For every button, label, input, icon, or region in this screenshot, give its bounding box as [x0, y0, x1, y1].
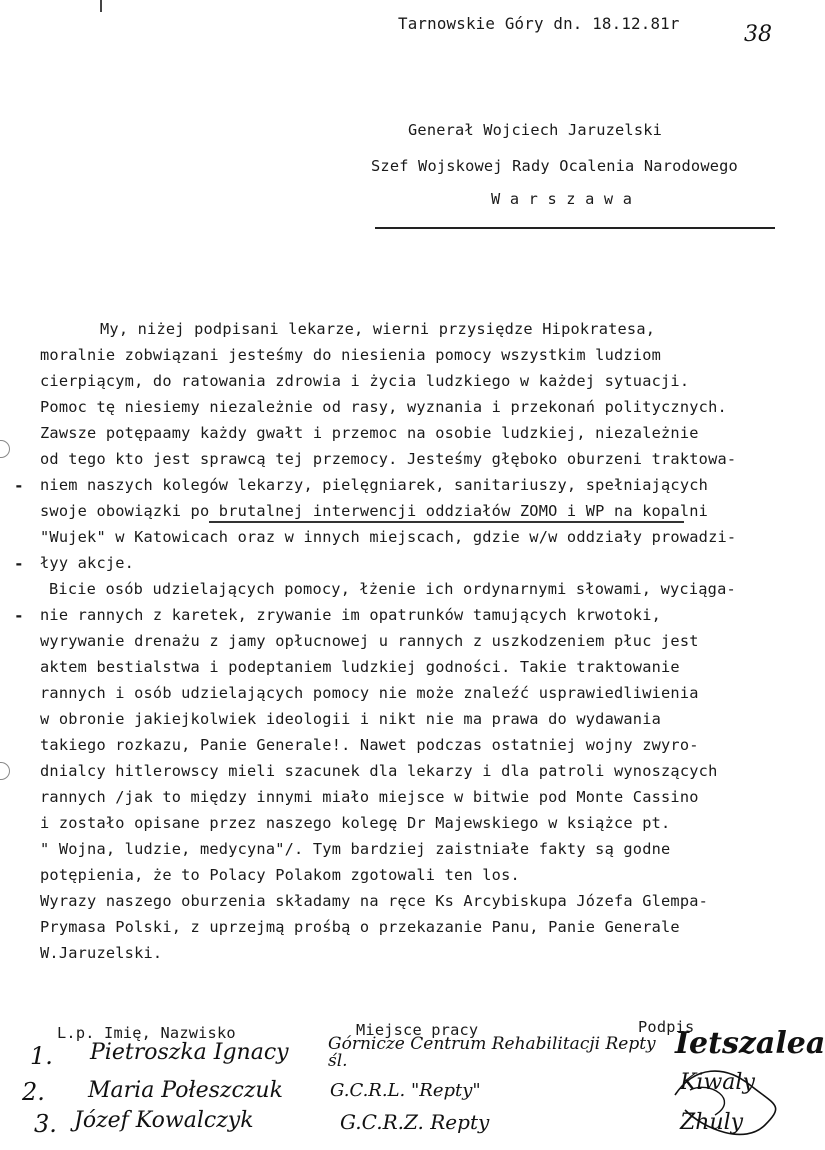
margin-mark: -: [14, 606, 24, 625]
signatory-name: Maria Połeszczuk: [88, 1078, 283, 1103]
place-and-date: Tarnowskie Góry dn. 18.12.81r: [398, 14, 680, 33]
margin-mark: -: [14, 476, 24, 495]
top-edge-mark: [100, 0, 102, 12]
body-line: i zostało opisane przez naszego kolegę Dr Majewskiego w książce pt.: [40, 814, 671, 832]
body-line: rannych i osób udzielających pomocy nie może znaleźć usprawiedliwienia: [40, 684, 699, 702]
addressee-title: Szef Wojskowej Rady Ocalenia Narodowego: [371, 157, 738, 175]
page-number: 38: [744, 22, 772, 47]
signatory-signature: Ietszalea: [675, 1026, 825, 1061]
signatory-signature: Kiwaly: [680, 1070, 755, 1095]
body-line: łyy akcje.: [40, 554, 135, 572]
body-line: moralnie zobwiązani jesteśmy do niesienia pomocy wszystkim ludziom: [40, 346, 662, 364]
body-line: Pomoc tę niesiemy niezależnie od rasy, wyznania i przekonań politycznych.: [40, 398, 727, 416]
signatory-number: 3.: [34, 1110, 57, 1138]
body-line: cierpiącym, do ratowania zdrowia i życia ludzkiego w każdej sytuacji.: [40, 372, 690, 390]
body-line: nie rannych z karetek, zrywanie im opatrunków tamujących krwotoki,: [40, 606, 662, 624]
body-line: My, niżej podpisani lekarze, wierni przysiędze Hipokratesa,: [100, 320, 656, 338]
body-line: od tego kto jest sprawcą tej przemocy. Jesteśmy głęboko oburzeni traktowa-: [40, 450, 737, 468]
addressee-city: W a r s z a w a: [491, 190, 633, 208]
signatory-name: Pietroszka Ignacy: [90, 1040, 289, 1065]
body-line: takiego rozkazu, Panie Generale!. Nawet podczas ostatniej wojny zwyro-: [40, 736, 699, 754]
body-line: niem naszych kolegów lekarzy, pielęgniarek, sanitariuszy, spełniających: [40, 476, 709, 494]
signatory-number: 1.: [30, 1042, 53, 1070]
body-line: " Wojna, ludzie, medycyna"/. Tym bardziej zaistniałe fakty są godne: [40, 840, 671, 858]
header-lp-name: L.p. Imię, Nazwisko: [57, 1024, 236, 1042]
punch-hole: [0, 762, 10, 780]
signatory-workplace: Górnicze Centrum Rehabilitacji Repty śl.: [328, 1034, 656, 1071]
signature-scribbles: [655, 1055, 805, 1150]
margin-mark: -: [14, 554, 24, 573]
handwritten-underline: [209, 521, 684, 523]
body-line: rannych /jak to między innymi miało miejsce w bitwie pod Monte Cassino: [40, 788, 699, 806]
body-line: "Wujek" w Katowicach oraz w innych miejscach, gdzie w/w oddziały prowadzi-: [40, 528, 737, 546]
body-line: swoje obowiązki po brutalnej interwencji oddziałów ZOMO i WP na kopalni: [40, 502, 709, 520]
body-line: potępienia, że to Polacy Polakom zgotowali ten los.: [40, 866, 520, 884]
body-line: wyrywanie drenażu z jamy opłucnowej u rannych z uszkodzeniem płuc jest: [40, 632, 699, 650]
signatory-number: 2.: [22, 1078, 45, 1106]
body-line: aktem bestialstwa i podeptaniem ludzkiej godności. Takie traktowanie: [40, 658, 680, 676]
signatory-name: Józef Kowalczyk: [74, 1108, 254, 1133]
addressee-name: Generał Wojciech Jaruzelski: [408, 121, 663, 139]
header-workplace: Miejsce pracy: [356, 1021, 479, 1039]
signatory-workplace: G.C.R.Z. Repty: [340, 1110, 490, 1134]
body-line: Prymasa Polski, z uprzejmą prośbą o przekazanie Panu, Panie Generale: [40, 918, 680, 936]
address-rule: [375, 227, 775, 229]
signatory-workplace: G.C.R.L. "Repty": [330, 1080, 481, 1101]
body-line: W.Jaruzelski.: [40, 944, 163, 962]
body-line: dnialcy hitlerowscy mieli szacunek dla lekarzy i dla patroli wynoszących: [40, 762, 718, 780]
body-line: Wyrazy naszego oburzenia składamy na ręce Ks Arcybiskupa Józefa Glempa-: [40, 892, 709, 910]
body-line: w obronie jakiejkolwiek ideologii i nikt nie ma prawa do wydawania: [40, 710, 662, 728]
body-line: Bicie osób udzielających pomocy, łżenie ich ordynarnymi słowami, wyciąga-: [49, 580, 736, 598]
header-signature: Podpis: [638, 1018, 695, 1036]
signatory-signature: Zhuly: [680, 1110, 744, 1135]
body-line: Zawsze potępaamy każdy gwałt i przemoc na osobie ludzkiej, niezależnie: [40, 424, 699, 442]
punch-hole: [0, 440, 10, 458]
